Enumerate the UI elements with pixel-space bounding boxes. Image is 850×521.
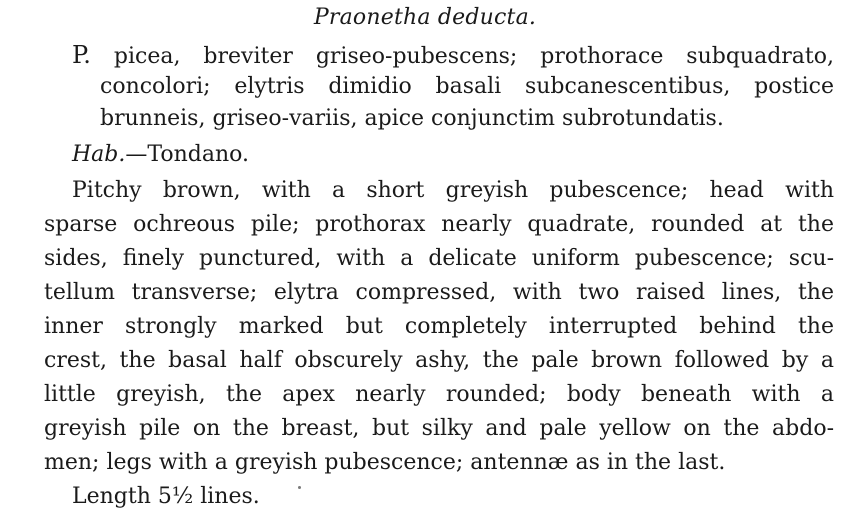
description-line-9: men; legs with a greyish pubescence; antennæ as in the last.: [44, 450, 726, 475]
description-line-6: crest, the basal half obscurely ashy, the pale brown followed by a: [44, 348, 834, 373]
description-line-1: Pitchy brown, with a short greyish pubescence; head with: [72, 178, 834, 203]
print-speck: [298, 486, 301, 489]
habitat-line: [72, 140, 249, 170]
diagnosis-text-1: picea, breviter griseo-pubescens; prothorace subquadrato,: [113, 44, 835, 69]
diagnosis-line-3: brunneis, griseo-variis, apice conjunctim subrotundatis.: [100, 106, 724, 131]
description-line-7: little greyish, the apex nearly rounded; body beneath with a: [44, 382, 834, 407]
description-line-4: tellum transverse; elytra compressed, with two raised lines, the: [44, 280, 834, 305]
description-line-3: sides, finely punctured, with a delicate uniform pubescence; scu-: [44, 246, 834, 271]
description-line-5: inner strongly marked but completely interrupted behind the: [44, 314, 834, 339]
species-title: Praonetha deducta.: [313, 5, 537, 30]
genus-abbreviation: P.: [72, 41, 91, 69]
length-line: Length 5½ lines.: [72, 484, 260, 509]
habitat-label: Hab.: [72, 142, 126, 167]
diagnosis-line-1: [72, 40, 834, 72]
habitat-value: —Tondano.: [125, 142, 249, 167]
diagnosis-line-2: concolori; elytris dimidio basali subcanescentibus, postice: [100, 74, 834, 99]
description-line-2: sparse ochreous pile; prothorax nearly quadrate, rounded at the: [44, 212, 834, 237]
description-line-8: greyish pile on the breast, but silky and pale yellow on the abdo-: [44, 416, 834, 441]
